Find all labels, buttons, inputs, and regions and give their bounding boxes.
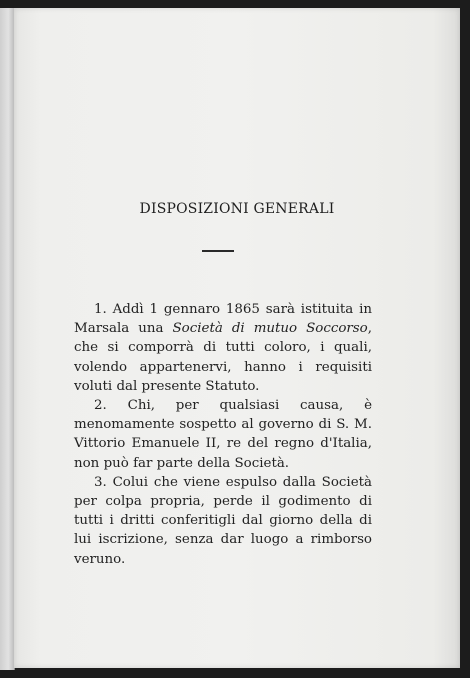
article-1-text-end: , che si comporrà di tutti coloro, i quali, volendo appartenervi, hanno i requisiti voluti dal presente Statuto. [74,321,373,394]
article-3: 3. Colui che viene espulso dalla Società per colpa propria, perde il godimento di tutti i dritti conferitigli dal giorno della di lui iscrizione, senza dar luogo a rimborso veruno. [74,474,372,567]
article-1-text: 1. Addì 1 gennaro 1865 sarà istituita in Marsala una [74,302,372,337]
section-heading: DISPOSIZIONI GENERALI [139,201,335,217]
society-name: Società di mutuo Soccorso [172,321,368,337]
article-2: 2. Chi, per qualsiasi causa, è menomamente sospetto al governo di S. M. Vittorio Emanuele II, re del regno d'Italia, non può far parte della Società. [74,398,372,471]
heading-rule [202,250,234,252]
statute-text [74,300,372,569]
article-1 [74,300,372,396]
previous-page-edge [0,8,15,670]
book-page [14,8,460,668]
